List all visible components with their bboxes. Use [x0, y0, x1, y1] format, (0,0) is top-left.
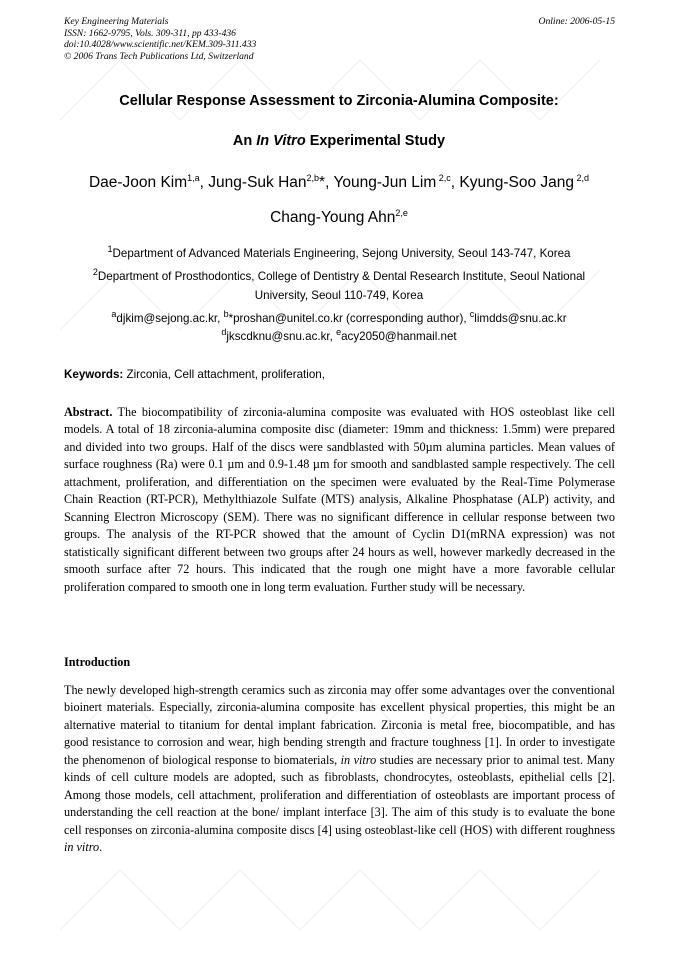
email-superscript: b [223, 309, 229, 320]
author-name: Young-Jun Lim [333, 174, 437, 191]
email-link: djkim@sejong.ac.kr, [116, 312, 224, 325]
paper-title-line-1: Cellular Response Assessment to Zirconia-Alumina Composite: [119, 93, 559, 109]
affiliation-superscript: 1 [107, 244, 113, 255]
affiliation-text: Department of Advanced Materials Engineering, Sejong University, Seoul 143-747, Korea [112, 247, 571, 260]
introduction-paragraph [64, 682, 615, 857]
email-superscript: d [221, 327, 227, 338]
email-link: acy2050@hanmail.net [341, 330, 457, 343]
affiliation-text-continued: University, Seoul 110-749, Korea [254, 289, 424, 302]
keywords [64, 368, 325, 381]
intro-italic: in vitro [64, 840, 100, 855]
email-link: *proshan@unitel.co.kr (corresponding author), [228, 312, 470, 325]
author-superscript: 2,e [395, 207, 408, 218]
affiliation-1 [40, 244, 638, 263]
intro-italic: in vitro [340, 752, 377, 767]
email-superscript: c [469, 309, 475, 320]
copyright-line: © 2006 Trans Tech Publications Ltd, Switzerland [64, 50, 254, 62]
email-link: jkscdknu@snu.ac.kr, [226, 330, 337, 343]
affiliation-superscript: 2 [92, 267, 98, 278]
author-superscript: 2,c [436, 172, 451, 183]
author-superscript: 2,b [306, 172, 320, 183]
abstract-text: The biocompatibility of zirconia-alumina composite was evaluated with HOS osteoblast like cell models. A total of 18 zirconia-alumina composite disc (diameter: 19mm and thickness: 1.5mm) were prepared and divided into two groups. Half of the discs were sandblasted with 50µm alumina particles. Mean values of surface roughness (Ra) were 0.1 µm and 0.9-1.48 µm for smooth and sandblasted sample respectively. The cell attachment, proliferation, and differentiation on the specimen were evaluated by the Real-Time Polymerase Chain Reaction (RT-PCR), Methylthiazole Sulfate (MTS) analysis, Alkaline Phosphatase (ALP) activity, and Scanning Electron Microscopy (SEM). There was no significant difference in cellular response between two groups. The analysis of the RT-PCR showed that the amount of Cyclin D1(mRNA expression) was not statistically significant different between two groups after 24 hours as well, however markedly decreased in the smooth surface after 72 hours. This indicated that the rough one might have a more favorable cellular proliferation compared to smooth one in long term evaluation. Further study will be necessary. [64, 405, 615, 594]
journal-name: Key Engineering Materials [64, 16, 169, 27]
title-suffix: Experimental Study [305, 133, 446, 149]
author-superscript: 2,d [574, 172, 590, 183]
corresponding-mark: * [319, 174, 326, 191]
author-superscript: 1,a [187, 172, 200, 183]
title-prefix: An [232, 133, 257, 149]
author-separator: , [450, 174, 460, 191]
author-name: Dae-Joon Kim [88, 174, 188, 191]
author-name: Kyung-Soo Jang [459, 174, 575, 191]
journal-header [64, 16, 615, 62]
intro-text: studies are necessary prior to animal test. Many kinds of cell culture models are adopted, such as fibroblasts, chondrocytes, osteoblasts, epithelial cells [2]. Among those models, cell attachment, proliferation and differentiation of osteoblasts are important process of understanding the cell reaction at the bone/ implant interface [3]. The aim of this study is to evaluate the bone cell responses on zirconia-alumina composite discs [4] using osteoblast-like cell (HOS) with different roughness [64, 752, 616, 837]
paper-title-line-2 [40, 133, 638, 149]
intro-text: . [99, 840, 103, 855]
author-separator: , [199, 174, 209, 191]
affiliation-text: Department of Prosthodontics, College of Dentistry & Dental Research Institute, Seoul National [97, 270, 586, 283]
abstract [64, 404, 615, 596]
email-link: limdds@snu.ac.kr [474, 312, 567, 325]
title-italic: In Vitro [256, 133, 306, 149]
online-date: Online: 2006-05-15 [538, 16, 615, 27]
author-list-line-2 [40, 209, 638, 227]
email-superscript: a [111, 309, 117, 320]
author-name: Jung-Suk Han [208, 174, 307, 191]
issn-line: ISSN: 1662-9795, Vols. 309-311, pp 433-436 [64, 27, 236, 39]
author-emails [40, 310, 638, 346]
doi-line: doi:10.4028/www.scientific.net/KEM.309-311.433 [64, 39, 257, 51]
abstract-label: Abstract. [64, 405, 113, 419]
keywords-text: Zirconia, Cell attachment, proliferation, [123, 368, 325, 381]
keywords-label: Keywords: [64, 368, 124, 381]
email-superscript: e [336, 327, 342, 338]
author-separator: , [325, 174, 334, 191]
author-list-line-1 [40, 174, 638, 192]
author-name: Chang-Young Ahn [270, 209, 396, 226]
affiliation-2 [40, 267, 638, 305]
introduction-heading: Introduction [64, 655, 131, 669]
intro-text: The newly developed high-strength ceramics such as zirconia may offer some advantages over the conventional bioinert materials. Especially, zirconia-alumina composite has excellent physical properties, this might be an alternative material to titanium for dental implant fabrication. Zirconia is metal free, biocompatible, and has good resistance to corrosion and wear, high bending strength and fracture toughness [1]. In order to investigate the phenomenon of biological response to biomaterials, [64, 683, 615, 767]
